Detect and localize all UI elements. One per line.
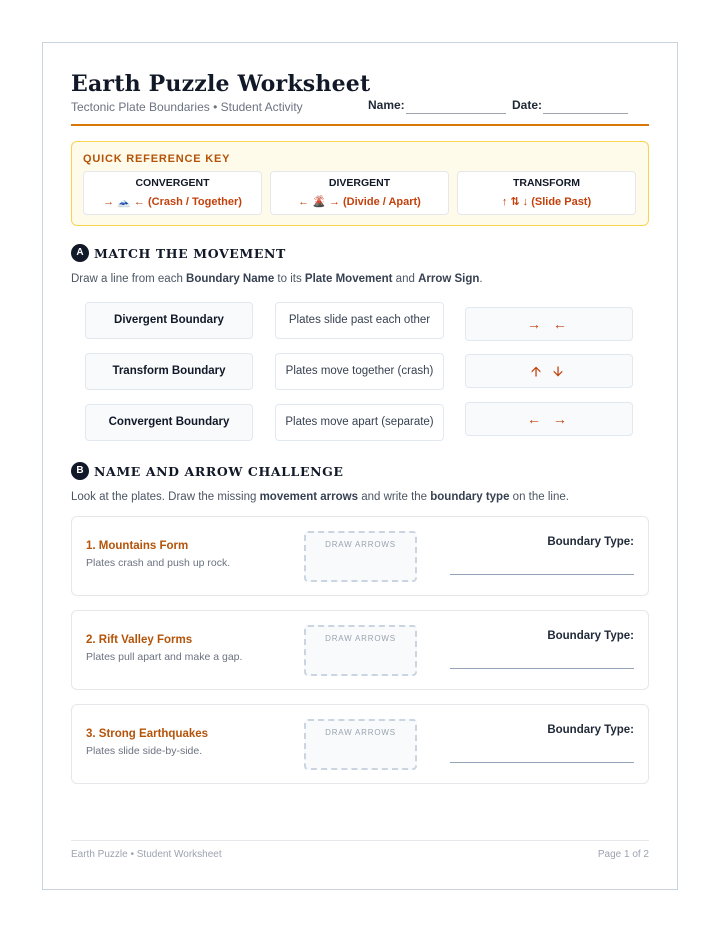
draw-arrows-label: DRAW ARROWS (325, 634, 396, 643)
header-divider (71, 124, 649, 126)
name-label: Name: (368, 98, 405, 112)
arrow-sign-card[interactable]: 🡩 🡫 (465, 354, 633, 388)
footer-divider (71, 840, 649, 841)
boundary-name-card[interactable]: Transform Boundary (85, 353, 253, 390)
draw-arrows-box[interactable] (304, 719, 417, 770)
plate-movement-card[interactable]: Plates move apart (separate) (275, 404, 444, 441)
boundary-type-answer-line[interactable] (450, 668, 634, 669)
challenge-card-1 (71, 516, 649, 596)
arrow-sign-card[interactable]: → ← (465, 307, 633, 341)
instruction-bold: Plate Movement (304, 273, 393, 285)
instruction-bold: Boundary Name (186, 273, 275, 285)
instruction-text: Look at the plates. Draw the missing (71, 491, 260, 503)
reference-name: CONVERGENT (135, 177, 210, 189)
quick-reference-key (71, 141, 649, 226)
boundary-type-label: Boundary Type: (547, 630, 634, 642)
reference-description: → 🗻 ← (Crash / Together) (103, 196, 242, 208)
worksheet-page (42, 42, 678, 890)
boundary-type-answer-line[interactable] (450, 762, 634, 763)
reference-card-convergent (83, 171, 262, 215)
section-a-badge: A (71, 244, 89, 262)
instruction-bold: boundary type (430, 491, 510, 503)
section-a-title: MATCH THE MOVEMENT (94, 246, 286, 261)
plate-movement-card[interactable]: Plates move together (crash) (275, 353, 444, 390)
name-field-line[interactable] (406, 113, 506, 114)
reference-name: TRANSFORM (512, 177, 581, 189)
challenge-card-3 (71, 704, 649, 784)
draw-arrows-label: DRAW ARROWS (325, 540, 396, 549)
page-number: Page 1 of 2 (597, 849, 649, 860)
date-field-line[interactable] (543, 113, 628, 114)
boundary-type-answer-line[interactable] (450, 574, 634, 575)
reference-name: DIVERGENT (328, 177, 391, 189)
challenge-description: Plates crash and push up rock. (86, 557, 231, 569)
challenge-title: 2. Rift Valley Forms (86, 634, 193, 646)
page-title: Earth Puzzle Worksheet (71, 71, 371, 97)
draw-arrows-box[interactable] (304, 531, 417, 582)
reference-card-transform (457, 171, 636, 215)
draw-arrows-label: DRAW ARROWS (325, 728, 396, 737)
section-b-title: NAME AND ARROW CHALLENGE (94, 464, 344, 479)
instruction-text: and (392, 273, 419, 285)
plate-movement-card[interactable]: Plates slide past each other (275, 302, 444, 339)
instruction-text: to its (274, 273, 305, 285)
section-a-instruction (71, 273, 483, 285)
challenge-title: 3. Strong Earthquakes (86, 728, 209, 740)
challenge-description: Plates slide side-by-side. (86, 745, 203, 757)
section-b-instruction (71, 491, 569, 503)
instruction-text: on the line. (509, 491, 569, 503)
date-label: Date: (512, 98, 543, 112)
reference-description: ← 🌋 → (Divide / Apart) (298, 196, 421, 208)
boundary-name-card[interactable]: Convergent Boundary (85, 404, 253, 441)
boundary-type-label: Boundary Type: (547, 536, 634, 548)
section-b-badge: B (71, 462, 89, 480)
arrow-sign-card[interactable]: ← → (465, 402, 633, 436)
instruction-text: . (479, 273, 483, 285)
footer-label: Earth Puzzle • Student Worksheet (71, 849, 222, 860)
instruction-bold: Arrow Sign (418, 273, 480, 285)
draw-arrows-box[interactable] (304, 625, 417, 676)
instruction-bold: movement arrows (259, 491, 359, 503)
challenge-description: Plates pull apart and make a gap. (86, 651, 243, 663)
reference-key-title: QUICK REFERENCE KEY (83, 153, 231, 165)
page-content (71, 43, 649, 889)
challenge-card-2 (71, 610, 649, 690)
boundary-name-card[interactable]: Divergent Boundary (85, 302, 253, 339)
reference-description: ↑ ⇅ ↓ (Slide Past) (501, 196, 592, 208)
page-subtitle: Tectonic Plate Boundaries • Student Activity (71, 100, 303, 114)
challenge-title: 1. Mountains Form (86, 540, 189, 552)
instruction-text: Draw a line from each (71, 273, 187, 285)
boundary-type-label: Boundary Type: (547, 724, 634, 736)
instruction-text: and write the (358, 491, 431, 503)
reference-card-divergent (270, 171, 449, 215)
